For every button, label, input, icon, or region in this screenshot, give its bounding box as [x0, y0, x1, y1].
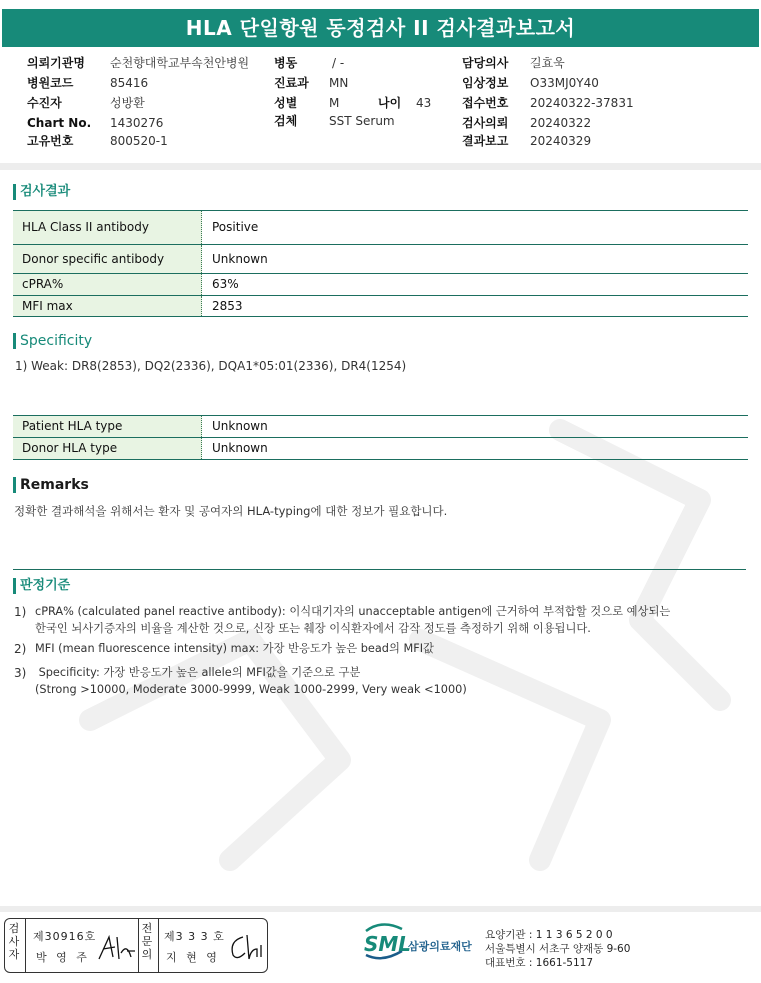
address-line: 대표번호 : 1661-5117 [485, 957, 594, 969]
table-row [13, 438, 748, 460]
report-date-label: 결과보고 [462, 134, 509, 148]
criteria-number: 1) [14, 605, 27, 619]
row-label: Donor HLA type [13, 438, 202, 459]
criteria-heading: 판정기준 [13, 578, 70, 594]
physician-value: 길효욱 [530, 56, 565, 70]
clinical-info-value: O33MJ0Y40 [530, 76, 599, 90]
physician-label: 담당의사 [462, 56, 509, 70]
row-value: 63% [212, 277, 239, 291]
report-date-value: 20240329 [530, 134, 592, 148]
specialist-license-no: 제3 3 3 호 [164, 930, 225, 943]
criteria-number: 2) [14, 642, 27, 656]
header-divider [0, 163, 761, 170]
footer-address [485, 928, 630, 970]
specimen-label: 검체 [274, 114, 298, 128]
inspector-signature-icon [97, 933, 137, 963]
criteria-line: cPRA% (calculated panel reactive antibody): 이식대기자의 unacceptable antigen에 근거하여 부적합할 것으로 예상되는 [35, 605, 671, 618]
inspector-name: 박 영 주 [36, 951, 90, 964]
criteria-line: Specificity: 가장 반응도가 높은 allele의 MFI값을 기준으로 구분 [35, 666, 361, 679]
department-label: 진료과 [274, 76, 309, 90]
specialist-label: 전문의 [141, 922, 153, 961]
request-date-value: 20240322 [530, 116, 592, 130]
unique-no-label: 고유번호 [27, 134, 74, 148]
ward-label: 병동 [274, 56, 298, 70]
criteria-item [14, 641, 754, 657]
signature-box [4, 918, 268, 973]
patient-label: 수진자 [27, 96, 62, 110]
sex-label: 성별 [274, 96, 298, 110]
results-table [13, 210, 748, 317]
ward-value: / - [332, 56, 345, 70]
sex-value: M [329, 96, 340, 110]
remarks-text: 정확한 결과해석을 위해서는 환자 및 공여자의 HLA-typing에 대한 정보가 필요합니다. [14, 504, 448, 518]
table-row [13, 296, 748, 317]
criteria-item [14, 604, 754, 638]
criteria-line: (Strong >10000, Moderate 3000-9999, Weak 1000-2999, Very weak <1000) [35, 683, 467, 696]
criteria-item [14, 665, 754, 699]
results-heading: 검사결과 [13, 184, 70, 200]
row-value: Unknown [212, 252, 268, 266]
hla-type-table [13, 415, 748, 460]
department-value: MN [329, 76, 349, 90]
divider [158, 919, 159, 972]
requesting-org-label: 의뢰기관명 [27, 56, 85, 70]
age-value: 43 [416, 96, 432, 110]
patient-value: 성방환 [110, 96, 145, 110]
specificity-heading: Specificity [13, 333, 92, 349]
address-line: 요양기관 : 1 1 3 6 5 2 0 0 [485, 929, 613, 941]
table-row [13, 416, 748, 438]
hospital-code-label: 병원코드 [27, 76, 74, 90]
footer-divider [0, 906, 761, 912]
chart-no-value: 1430276 [110, 116, 164, 130]
inspector-license-no: 제30916호 [33, 930, 97, 943]
org-name: 삼광의료재단 [408, 940, 472, 953]
unique-no-value: 800520-1 [110, 134, 168, 148]
receipt-no-value: 20240322-37831 [530, 96, 634, 110]
row-value: Unknown [212, 441, 268, 455]
specialist-signature-icon [227, 933, 265, 963]
specialist-name: 지 현 영 [166, 951, 220, 964]
criteria-divider [13, 569, 746, 570]
row-value: Unknown [212, 419, 268, 433]
row-value: 2853 [212, 299, 243, 313]
row-label: MFI max [13, 296, 202, 316]
table-row [13, 274, 748, 296]
divider [138, 919, 139, 972]
remarks-heading: Remarks [13, 477, 89, 493]
row-label: cPRA% [13, 274, 202, 295]
divider [25, 919, 26, 972]
row-label: Patient HLA type [13, 416, 202, 437]
request-date-label: 검사의뢰 [462, 116, 509, 130]
criteria-number: 3) [14, 666, 27, 680]
chart-no-label: Chart No. [27, 116, 92, 130]
address-line: 서울특별시 서초구 양재동 9-60 [485, 943, 631, 955]
hospital-code-value: 85416 [110, 76, 149, 90]
row-label: Donor specific antibody [13, 245, 202, 273]
age-label: 나이 [378, 96, 402, 110]
specimen-value: SST Serum [329, 114, 395, 128]
table-row [13, 245, 748, 274]
receipt-no-label: 접수번호 [462, 96, 509, 110]
logo-text: SML [364, 932, 412, 956]
criteria-line: 한국인 뇌사기증자의 비율을 계산한 것으로, 신장 또는 췌장 이식환자에서 감작 정도를 측정하기 위해 이용됩니다. [35, 622, 591, 635]
inspector-label: 검사자 [8, 922, 20, 961]
row-label: HLA Class II antibody [13, 211, 202, 244]
table-row [13, 211, 748, 245]
specificity-text: 1) Weak: DR8(2853), DQ2(2336), DQA1*05:01(2336), DR4(1254) [15, 359, 407, 373]
row-value: Positive [212, 220, 259, 234]
criteria-line: MFI (mean fluorescence intensity) max: 가장 반응도가 높은 bead의 MFI값 [35, 642, 434, 655]
requesting-org-value: 순천향대학교부속천안병원 [110, 56, 250, 70]
clinical-info-label: 임상정보 [462, 76, 509, 90]
report-title: HLA 단일항원 동정검사 II 검사결과보고서 [2, 9, 759, 47]
